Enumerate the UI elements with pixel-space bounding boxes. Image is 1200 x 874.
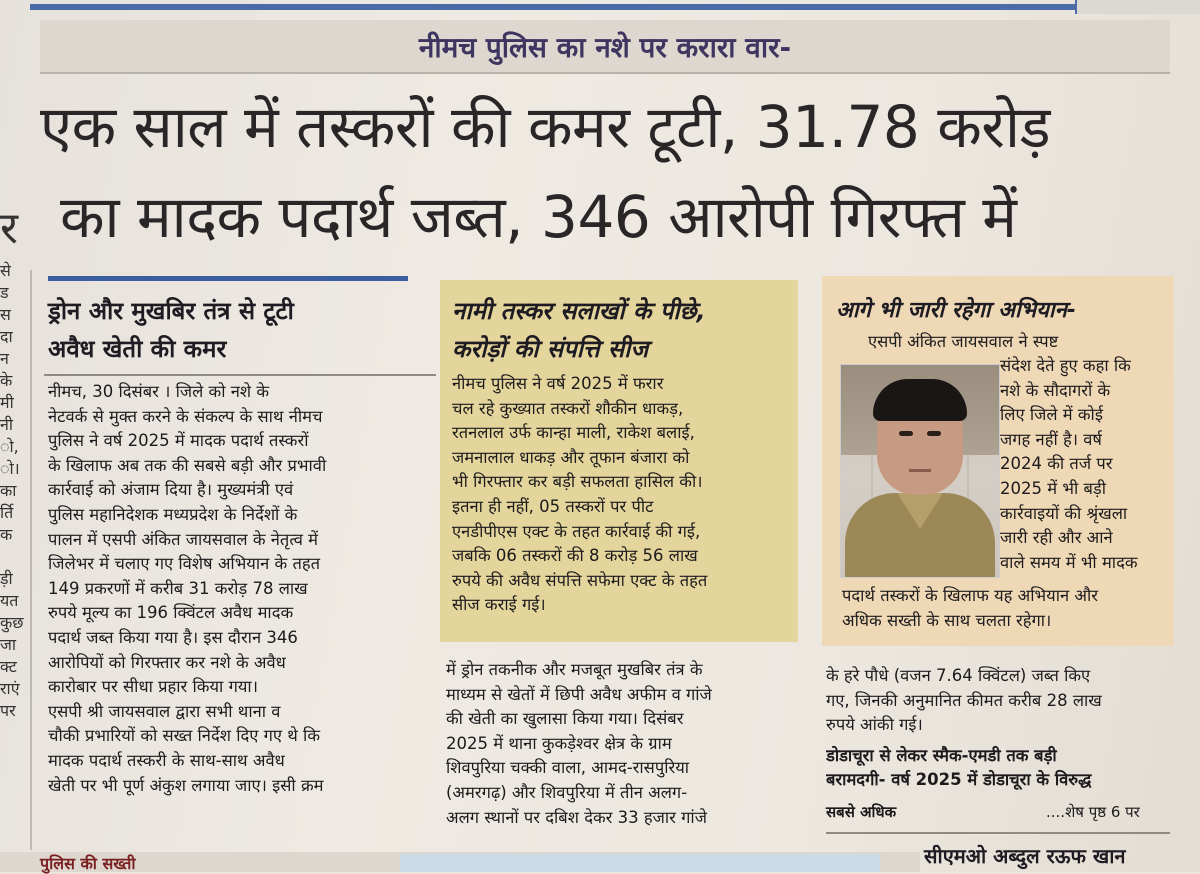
text-line: शिवपुरिया चक्की वाला, आमद-रासपुरिया — [446, 758, 690, 778]
clipped-line: र्ति — [0, 503, 14, 522]
officer-photo — [840, 364, 1000, 578]
column-divider — [30, 270, 32, 850]
text-line: 149 प्रकरणों में करीब 31 करोड़ 78 लाख — [48, 578, 308, 598]
text-line: के खिलाफ अब तक की सबसे बड़ी और प्रभावी — [48, 455, 327, 475]
clipped-line: क्ट — [0, 657, 17, 676]
col1-subheading-line: अवैध खेती की कमर — [48, 335, 227, 363]
clipped-line: ड — [0, 283, 9, 302]
col3-body-bottom — [842, 584, 1172, 633]
text-line: मादक पदार्थ तस्करी के साथ-साथ अवैध — [48, 750, 285, 770]
text-line: नीमच, 30 दिसंबर । जिले को नशे के — [48, 382, 270, 401]
text-line: कार्रवाइयों की श्रृंखला — [1000, 503, 1128, 523]
col2-subheading — [452, 292, 792, 368]
text-line: पुलिस ने वर्ष 2025 में मादक पदार्थ तस्करों — [48, 431, 309, 451]
text-line: नशे के सौदागरों के — [1000, 380, 1111, 400]
clipped-line: के — [0, 371, 13, 390]
text-line: आरोपियों को गिरफ्तार कर नशे के अवैध — [48, 652, 286, 672]
col3-subheading: आगे भी जारी रहेगा अभियान- — [836, 298, 1076, 323]
text-line: पदार्थ तस्करों के खिलाफ यह अभियान और — [842, 586, 1099, 605]
text-line: जमनालाल धाकड़ और तूफान बंजारा को — [452, 447, 690, 467]
col1-subheading-line: ड्रोन और मुखबिर तंत्र से टूटी — [48, 297, 294, 325]
text-line: जिलेभर में चलाए गए विशेष अभियान के तहत — [48, 554, 321, 574]
subheading-divider — [44, 374, 436, 376]
clipped-left-column — [0, 260, 30, 722]
text-line: वाले समय में भी मादक — [1000, 552, 1138, 572]
text-line: रुपये मूल्य का 196 क्विंटल अवैध मादक — [48, 603, 294, 623]
text-line: रुपये आंकी गई। — [826, 715, 923, 735]
col3-body-top — [868, 330, 1168, 355]
next-article-strip — [0, 852, 920, 872]
text-line: की खेती का खुलासा किया गया। दिसंबर — [446, 709, 684, 729]
text-line: रुपये की अवैध संपत्ति सफेमा एक्ट के तहत — [452, 570, 708, 590]
col3-inline-heading-line: बरामदगी- वर्ष 2025 में डोडाचूरा के विरुद्ध — [826, 770, 1092, 789]
text-line: 2024 की तर्ज पर — [1000, 454, 1113, 474]
clipped-line: कुछ — [0, 613, 24, 632]
clipped-line: ड़ी — [0, 569, 13, 588]
col3-continuation-body — [826, 664, 1178, 738]
clipped-line: यत — [0, 591, 19, 610]
kicker-text: नीमच पुलिस का नशे पर करारा वार- — [418, 31, 792, 64]
text-line: के हरे पौधे (वजन 7.64 क्विंटल) जब्त किए — [826, 666, 1091, 685]
top-rule — [30, 4, 1170, 10]
next-article-heading-fragment: पुलिस की सख्ती — [40, 854, 136, 873]
clipped-line: ो। — [0, 459, 20, 478]
text-line: सीज कराई गई। — [452, 595, 546, 615]
text-line: जगह नहीं है। वर्ष — [1000, 429, 1102, 449]
text-line: अलग स्थानों पर दबिश देकर 33 हजार गांजे — [446, 807, 707, 827]
text-line: नेटवर्क से मुक्त करने के संकल्प के साथ नीमच — [48, 406, 323, 426]
text-line: जबकि 06 तस्करों की 8 करोड़ 56 लाख — [452, 546, 698, 566]
text-line: 2025 में भी बड़ी — [1000, 478, 1106, 498]
text-line: कारोबार पर सीधा प्रहार किया गया। — [48, 677, 258, 697]
text-line: एनडीपीएस एक्ट के तहत कार्रवाई की गई, — [452, 521, 701, 541]
continued-on-page: ....शेष पृष्ठ 6 पर — [1046, 803, 1140, 821]
clipped-line: का — [0, 481, 17, 500]
clipped-line: न — [0, 349, 9, 368]
text-line: खेती पर भी पूर्ण अंकुश लगाया जाए। इसी क्रम — [48, 775, 324, 795]
adjacent-article-edge — [1075, 0, 1200, 14]
text-line: पदार्थ जब्त किया गया है। इस दौरान 346 — [48, 627, 298, 647]
byline-divider — [826, 832, 1170, 834]
clipped-line: दा — [0, 327, 13, 346]
clipped-heading-fragment: र — [0, 203, 18, 254]
clipped-line: स — [0, 305, 11, 324]
text-line: माध्यम से खेतों में छिपी अवैध अफीम व गांजे — [446, 684, 712, 704]
col2-subheading-line: नामी तस्कर सलाखों के पीछे, — [452, 297, 706, 325]
clipped-line: मी — [0, 393, 14, 412]
col3-tail-text: सबसे अधिक — [826, 803, 897, 821]
text-line: पुलिस महानिदेशक मध्यप्रदेश के निर्देशों के — [48, 504, 298, 524]
clipped-line: क — [0, 525, 13, 544]
text-line: लिए जिले में कोई — [1000, 405, 1103, 425]
text-line: (अमरगढ़) और शिवपुरिया में तीन अलग- — [446, 782, 688, 802]
text-line: एसपी अंकित जायसवाल ने स्पष्ट — [868, 332, 1059, 351]
text-line: चौकी प्रभारियों को सख्त निर्देश दिए गए थे कि — [48, 726, 320, 746]
col2-subheading-line: करोड़ों की संपत्ति सीज — [452, 335, 649, 363]
text-line: भी गिरफ्तार कर बड़ी सफलता हासिल की। — [452, 472, 703, 492]
byline: सीएमओ अब्दुल रऊफ खान — [924, 844, 1126, 868]
clipped-line: ो, — [0, 437, 19, 456]
text-line: संदेश देते हुए कहा कि — [1000, 356, 1131, 375]
clipped-line: नी — [0, 415, 14, 434]
clipped-line: राएं — [0, 679, 20, 698]
clipped-line: जा — [0, 635, 17, 654]
text-line: अधिक सख्ती के साथ चलता रहेगा। — [842, 610, 1052, 630]
text-line: रतनलाल उर्फ कान्हा माली, राकेश बलाई, — [452, 423, 695, 443]
col2-continuation-body — [446, 658, 806, 830]
text-line: एसपी श्री जायसवाल द्वारा सभी थाना व — [48, 701, 281, 721]
text-line: इतना ही नहीं, 05 तस्करों पर पीट — [452, 496, 654, 516]
text-line: चल रहे कुख्यात तस्करों शौकीन धाकड़, — [452, 398, 684, 418]
text-line: गए, जिनकी अनुमानित कीमत करीब 28 लाख — [826, 690, 1102, 710]
col3-inline-heading — [826, 744, 1186, 792]
col3-tail — [826, 802, 1186, 822]
col2-box-body — [452, 372, 792, 618]
clipped-line — [0, 546, 30, 568]
col3-inline-heading-line: डोडाचूरा से लेकर स्मैक-एमडी तक बड़ी — [826, 746, 1057, 765]
section-rule — [48, 276, 408, 281]
text-line: पालन में एसपी अंकित जायसवाल के नेतृत्व में — [48, 529, 318, 549]
text-line: जारी रही और आने — [1000, 528, 1113, 548]
clipped-line: से — [0, 261, 11, 280]
headline-line-1: एक साल में तस्करों की कमर टूटी, 31.78 करोड़ — [40, 93, 1051, 161]
kicker-band — [40, 20, 1170, 74]
headline-line-2: का मादक पदार्थ जब्त, 346 आरोपी गिरफ्त में — [60, 183, 1017, 251]
text-line: नीमच पुलिस ने वर्ष 2025 में फरार — [452, 374, 664, 393]
text-line: 2025 में थाना कुकड़ेश्वर क्षेत्र के ग्राम — [446, 733, 672, 753]
text-line: में ड्रोन तकनीक और मजबूत मुखबिर तंत्र के — [446, 660, 703, 679]
col3-body-side — [1000, 354, 1172, 575]
col1-body — [48, 380, 438, 798]
clipped-line: पर — [0, 701, 16, 720]
text-line: कार्रवाई को अंजाम दिया है। मुख्यमंत्री एवं — [48, 480, 294, 500]
col1-subheading — [48, 292, 428, 368]
